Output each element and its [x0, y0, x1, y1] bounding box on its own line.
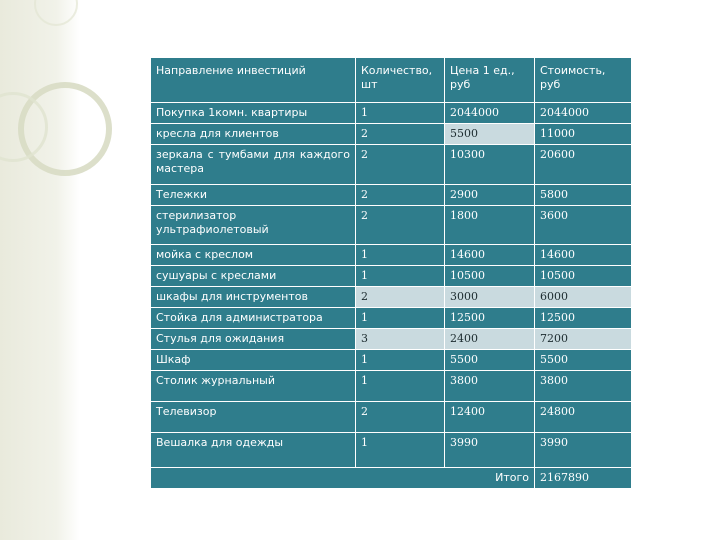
table-header-row [151, 58, 632, 103]
table-row [151, 245, 632, 266]
row-cost: 11000 [535, 124, 632, 145]
header-quantity: Количество, шт [356, 58, 445, 103]
table-row [151, 350, 632, 371]
row-item: Стойка для администратора [151, 308, 356, 329]
row-cost: 20600 [535, 145, 632, 185]
total-value: 2167890 [535, 468, 632, 489]
row-item: Покупка 1комн. квартиры [151, 103, 356, 124]
header-cost: Стоимость, руб [535, 58, 632, 103]
row-quantity: 2 [356, 402, 445, 433]
row-quantity: 3 [356, 329, 445, 350]
row-cost: 12500 [535, 308, 632, 329]
row-item: Телевизор [151, 402, 356, 433]
row-quantity: 1 [356, 371, 445, 402]
table-row [151, 145, 632, 185]
row-item: шкафы для инструментов [151, 287, 356, 308]
table-row [151, 433, 632, 468]
row-price: 10500 [445, 266, 535, 287]
table-row [151, 308, 632, 329]
row-quantity: 2 [356, 287, 445, 308]
row-quantity: 1 [356, 266, 445, 287]
row-cost: 14600 [535, 245, 632, 266]
row-price: 12400 [445, 402, 535, 433]
row-item: Стулья для ожидания [151, 329, 356, 350]
table-row [151, 402, 632, 433]
row-item: Шкаф [151, 350, 356, 371]
row-price: 2044000 [445, 103, 535, 124]
row-cost: 5500 [535, 350, 632, 371]
row-cost: 3600 [535, 206, 632, 245]
row-price: 5500 [445, 350, 535, 371]
row-price: 1800 [445, 206, 535, 245]
decorative-side-band [0, 0, 80, 540]
total-label: Итого [151, 468, 535, 489]
row-quantity: 2 [356, 124, 445, 145]
row-cost: 3800 [535, 371, 632, 402]
row-quantity: 1 [356, 103, 445, 124]
row-price: 3000 [445, 287, 535, 308]
row-cost: 7200 [535, 329, 632, 350]
table-total-row [151, 468, 632, 489]
header-direction: Направление инвестиций [151, 58, 356, 103]
table-row [151, 185, 632, 206]
row-quantity: 2 [356, 145, 445, 185]
row-cost: 6000 [535, 287, 632, 308]
row-price: 2400 [445, 329, 535, 350]
row-item: Тележки [151, 185, 356, 206]
row-item: Столик журнальный [151, 371, 356, 402]
row-item: мойка с креслом [151, 245, 356, 266]
table-row [151, 329, 632, 350]
investment-table [150, 57, 632, 489]
header-price: Цена 1 ед., руб [445, 58, 535, 103]
row-cost: 10500 [535, 266, 632, 287]
row-quantity: 1 [356, 350, 445, 371]
row-item: сушуары с креслами [151, 266, 356, 287]
row-item: стерилизатор ультрафиолетовый [151, 206, 356, 245]
row-quantity: 1 [356, 308, 445, 329]
table-row [151, 371, 632, 402]
row-quantity: 1 [356, 245, 445, 266]
row-price: 3800 [445, 371, 535, 402]
row-cost: 5800 [535, 185, 632, 206]
row-item: зеркала с тумбами для каждого мастера [151, 145, 356, 185]
table-row [151, 124, 632, 145]
row-price: 2900 [445, 185, 535, 206]
row-price: 3990 [445, 433, 535, 468]
table-row [151, 287, 632, 308]
row-quantity: 2 [356, 206, 445, 245]
row-item: кресла для клиентов [151, 124, 356, 145]
row-item: Вешалка для одежды [151, 433, 356, 468]
row-price: 12500 [445, 308, 535, 329]
table-row [151, 206, 632, 245]
row-price: 5500 [445, 124, 535, 145]
row-cost: 24800 [535, 402, 632, 433]
row-cost: 2044000 [535, 103, 632, 124]
row-price: 14600 [445, 245, 535, 266]
row-quantity: 1 [356, 433, 445, 468]
table-row [151, 266, 632, 287]
row-quantity: 2 [356, 185, 445, 206]
row-cost: 3990 [535, 433, 632, 468]
investment-table-container [150, 57, 631, 489]
row-price: 10300 [445, 145, 535, 185]
table-row [151, 103, 632, 124]
